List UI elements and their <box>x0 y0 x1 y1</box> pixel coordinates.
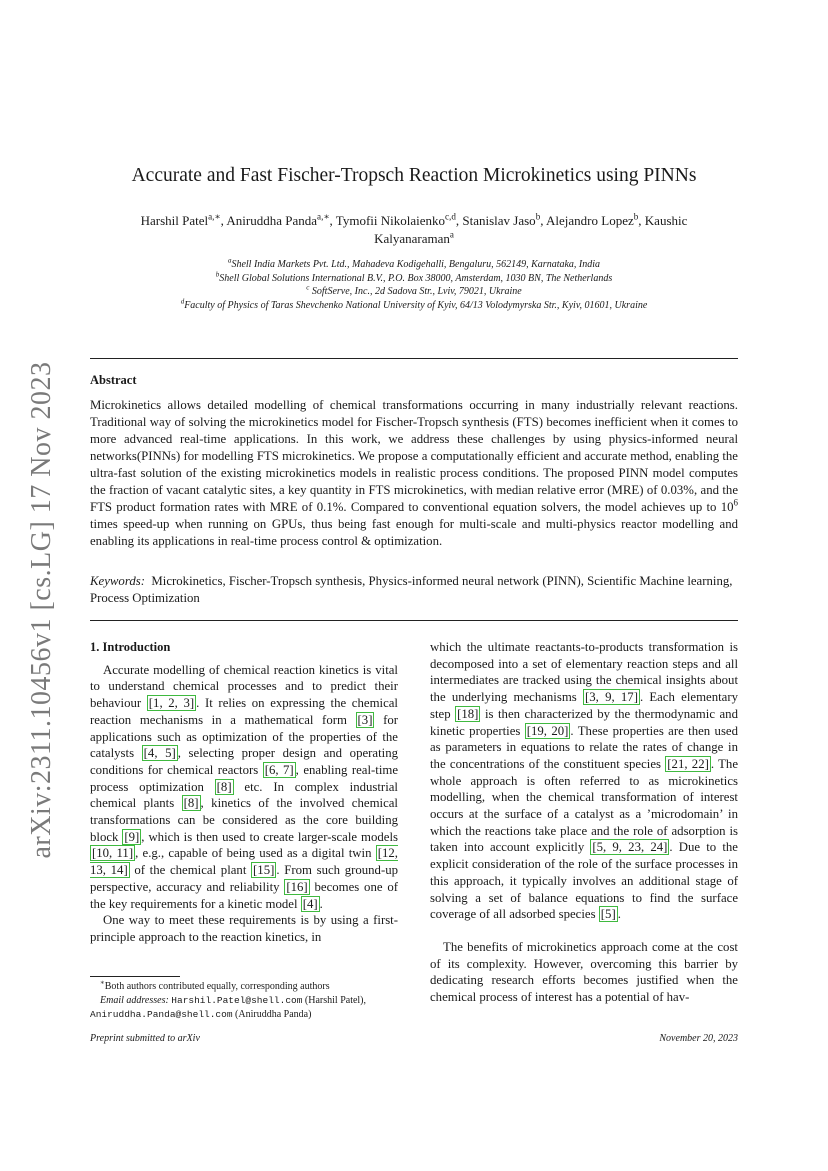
paragraph: One way to meet these requirements is by using a first-principle approach to the reaction kinetics, in <box>90 913 398 944</box>
author-name: Alejandro Lopez <box>546 213 634 228</box>
citation-link[interactable]: [16] <box>286 879 308 894</box>
citation-link[interactable]: [18] <box>457 706 479 721</box>
divider <box>90 620 738 621</box>
section-heading: 1. Introduction <box>90 640 171 654</box>
author-affil-mark: c,d <box>445 211 456 222</box>
footer-venue: Preprint submitted to arXiv <box>90 1033 200 1044</box>
citation-link[interactable]: [6, 7] <box>264 762 294 777</box>
author-name: Aniruddha Panda <box>226 213 318 228</box>
author-affil-mark: b <box>633 211 639 222</box>
divider <box>90 358 738 359</box>
email-link[interactable]: Harshil.Patel@shell.com <box>171 995 303 1006</box>
arxiv-identifier-stamp: arXiv:2311.10456v1 [cs.LG] 17 Nov 2023 <box>26 361 57 859</box>
author-name: Kaushic Kalyanaraman <box>374 213 688 246</box>
affiliations <box>90 258 738 312</box>
citation-link[interactable]: [19, 20] <box>526 723 569 738</box>
abstract-heading: Abstract <box>90 373 137 387</box>
author-name: Harshil Patel <box>140 213 209 228</box>
citation-link[interactable]: [15] <box>253 863 275 878</box>
footnote-divider <box>90 976 180 977</box>
affiliation-line: $^d$Faculty of Physics of Taras Shevchenko National University of Kyiv, 64/13 Volodymyrska Str., Kyiv, 01601, Ukraine <box>180 297 648 311</box>
citation-link[interactable]: [1, 2, 3] <box>148 696 195 711</box>
author-affil-mark: b <box>535 211 541 222</box>
right-column <box>430 639 738 1006</box>
affiliation-line: $^c$ SoftServe, Inc., 2d Sadova Str., Lviv, 79021, Ukraine <box>306 283 522 297</box>
keywords-label: Keywords: <box>90 574 145 588</box>
citation-link[interactable]: [21, 22] <box>667 756 709 771</box>
paper-title: Accurate and Fast Fischer-Tropsch Reaction Microkinetics using PINNs <box>131 165 697 186</box>
citation-link[interactable]: [9] <box>124 829 140 844</box>
author-affil-mark: a <box>449 229 454 240</box>
citation-link[interactable]: [10, 11] <box>92 846 134 861</box>
citation-link[interactable]: [4, 5] <box>143 746 176 761</box>
author-affil-mark: a,∗ <box>208 211 221 222</box>
citation-link[interactable]: [4] <box>302 896 318 911</box>
citation-link[interactable]: [12, 13, 14] <box>90 846 398 878</box>
citation-link[interactable]: [8] <box>216 779 232 794</box>
citation-link[interactable]: [8] <box>183 796 199 811</box>
author-name: Stanislav Jaso <box>462 213 536 228</box>
abstract-text: Microkinetics allows detailed modelling of chemical transformations occurring in many industrially relevant reactions. Traditional way of solving the microkinetics model for Fischer-Tropsch synthesis (FTS) becomes inefficient when it comes to more advanced real-time applications. In this work, we address these challenges by using physics-informed neural networks(PINNs) for modelling FTS microkinetics. We propose a computationally efficient and accurate method, enabling the ultra-fast solution of the existing microkinetics models in realistic process conditions. The proposed PINN model computes the fraction of vacant catalytic sites, a key quantity in FTS microkinetics, with median relative error (MRE) of 0.03%, and the FTS product formation rates with MRE of 0.1%. Compared to conventional equation solvers, the model achieves up to $10^6$ times speed-up when running on GPUs, thus being fast enough for multi-scale and multi-physics reactor modelling and enabling its applications in real-time process control & optimization. <box>90 398 738 548</box>
author-list: Harshil Patel$^{a,∗}$, Aniruddha Panda$^{a,∗}$, Tymofii Nikolaienko$^{c,d}$, Stanislav Jaso$^b$, Alejandro Lopez$^b$, Kaushic Kalyanaraman$^a$ <box>140 211 688 246</box>
affiliation-line: $^b$Shell Global Solutions International B.V., P.O. Box 38000, Amsterdam, 1030 BN, The Netherlands <box>215 270 613 284</box>
footnote: ∗Both authors contributed equally, corresponding authors <box>100 978 330 992</box>
citation-link[interactable]: [3] <box>357 712 373 727</box>
paragraph: which the ultimate reactants-to-products transformation is decomposed into a set of elementary reaction steps and all intermediates are tracked using the chemical insights about the underlying mechanisms [3, 9, 17] . Each elementary step [18] is then characterized by the thermodynamic and kinetic properties [19, 20] . These properties are then used as parameters in equations to relate the rates of change in the concentrations of the constituent species [21, 22] . The whole approach is often referred to as microkinetics modelling, when the chemical transformation of interest occurs at the surface of a catalyst as a ’microdomain’ in which the reactions take place and the role of adsorption is taken into account explicitly [5, 9, 23, 24] . Due to the explicit consideration of the role of the surface processes in this approach, it typically involves an additional stage of solving a set of balance equations to find the surface coverage of all adsorbed species [5] . <box>430 640 739 922</box>
footer-date: November 20, 2023 <box>659 1033 738 1044</box>
footnotes <box>90 980 420 1022</box>
paragraph: The benefits of microkinetics approach come at the cost of its complexity. However, overcoming this barrier by dedicating research efforts becomes justified when the chemical process of interest has a potential of hav- <box>430 939 738 1005</box>
keywords: Keywords: Microkinetics, Fischer-Tropsch synthesis, Physics-informed neural network (PINN), Scientific Machine learning, Process Optimization <box>90 574 733 605</box>
citation-link[interactable]: [3, 9, 17] <box>585 690 638 705</box>
citation-link[interactable]: [5, 9, 23, 24] <box>592 840 668 855</box>
affiliation-line: $^a$Shell India Markets Pvt. Ltd., Mahadeva Kodigehalli, Bengaluru, 562149, Karnataka, India <box>227 256 601 270</box>
paragraph: Accurate modelling of chemical reaction kinetics is vital to understand chemical processes and to predict their behaviour [1, 2, 3] . It relies on expressing the chemical reaction mechanisms in a mathematical form [3] for applications such as optimization of the properties of the catalysts [4, 5] , selecting proper design and operating conditions for chemical reactors [6, 7] , enabling real-time process optimization [8] etc. In complex industrial chemical plants [8] , kinetics of the involved chemical transformations can be considered as the core building block [9] , which is then used to create larger-scale models [10, 11] , e.g., capable of being used as a digital twin [12, 13, 14] of the chemical plant [15] . From such ground-up perspective, accuracy and reliability [16] becomes one of the key requirements for a kinetic model [4] . <box>90 662 399 911</box>
left-column <box>90 639 398 946</box>
citation-link[interactable]: [5] <box>600 907 616 922</box>
email-link[interactable]: Aniruddha.Panda@shell.com <box>90 1009 233 1020</box>
footnote-emails: Email addresses: Harshil.Patel@shell.com (Harshil Patel), Aniruddha.Panda@shell.com (Aniruddha Panda) <box>90 995 367 1020</box>
author-affil-mark: a,∗ <box>317 211 330 222</box>
author-name: Tymofii Nikolaienko <box>335 213 446 228</box>
